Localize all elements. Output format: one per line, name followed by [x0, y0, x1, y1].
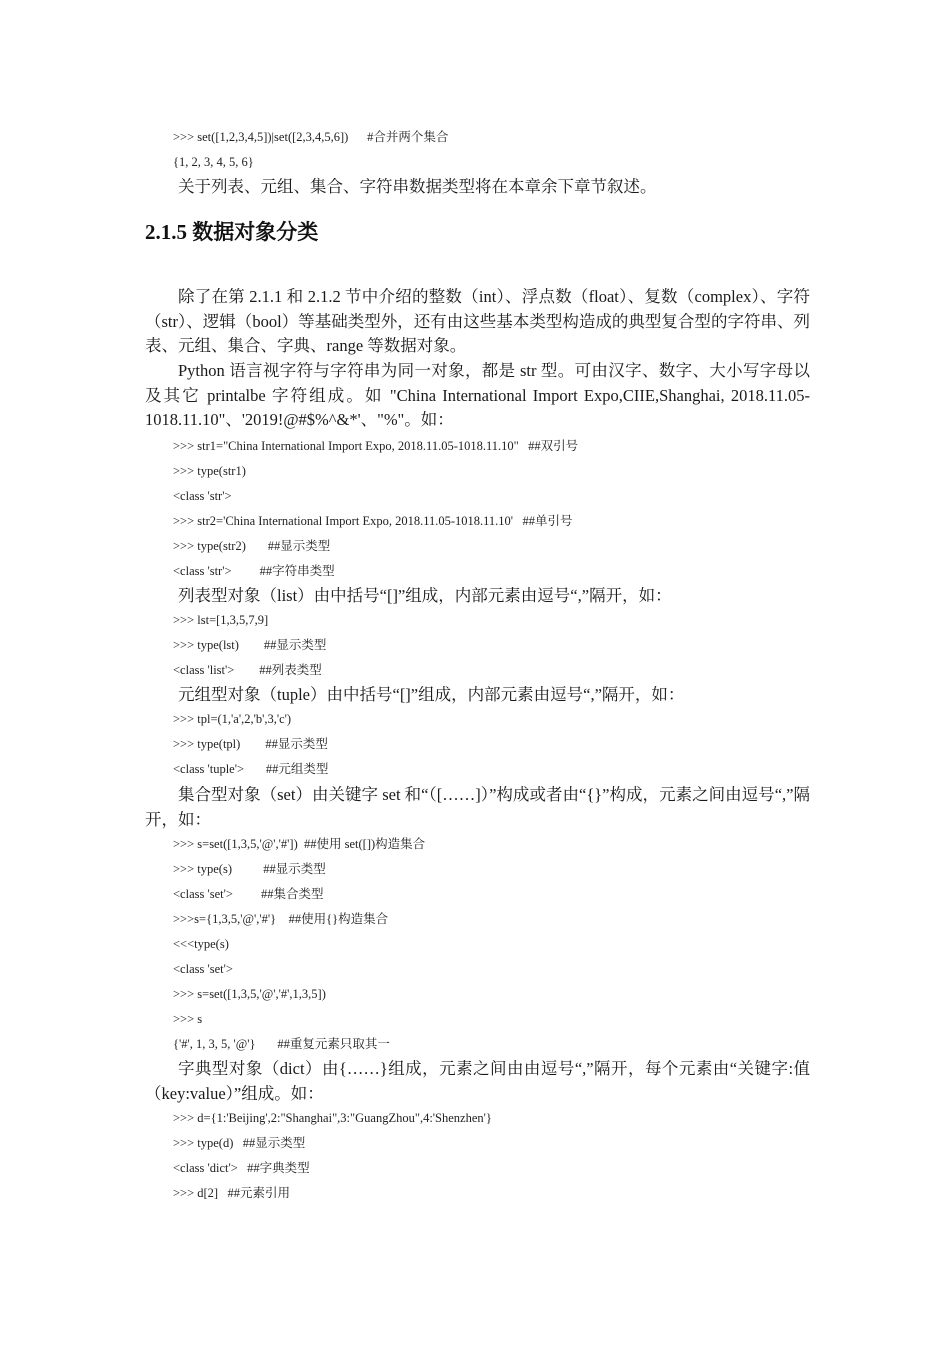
code-line: >>> lst=[1,3,5,7,9]	[173, 613, 269, 627]
paragraph-set: 集合型对象（set）由关键字 set 和“（[……]）”构成或者由“{}”构成，元素之间由逗号“,”隔开，如：	[145, 785, 810, 829]
code-line: <class 'set'> ##集合类型	[173, 887, 324, 901]
code-line: <class 'dict'> ##字典类型	[173, 1161, 310, 1175]
code-line: <class 'tuple'> ##元组类型	[173, 762, 329, 776]
code-line: <class 'list'> ##列表类型	[173, 663, 322, 677]
paragraph-summary: 关于列表、元组、集合、字符串数据类型将在本章余下章节叙述。	[178, 177, 657, 196]
paragraph-intro: 除了在第 2.1.1 和 2.1.2 节中介绍的整数（int）、浮点数（float）、复数（complex）、字符（str）、逻辑（bool）等基础类型外，还有由这些基本类型构造成的典型复合型的字符串、列表、元组、集合、字典、range 等数据对象。	[145, 287, 810, 355]
paragraph-list: 列表型对象（list）由中括号“[]”组成，内部元素由逗号“,”隔开，如：	[178, 586, 672, 605]
code-line: >>> type(str1)	[173, 464, 246, 478]
code-line: >>> s=set([1,3,5,'@','#']) ##使用 set([])构造集合	[173, 837, 426, 851]
code-line: <<<type(s)	[173, 937, 229, 951]
paragraph-str: Python 语言视字符与字符串为同一对象，都是 str 型。可由汉字、数字、大小写字母以及其它 printalbe 字符组成。如 "China International Import Expo,CIIE,Shanghai, 2018.11.05-1018.11.10"、'2019!@#$%^&*'、"%"。如：	[145, 361, 810, 429]
code-line: >>> type(lst) ##显示类型	[173, 638, 327, 652]
section-heading: 2.1.5 数据对象分类	[145, 220, 319, 244]
code-line: >>> type(d) ##显示类型	[173, 1136, 306, 1150]
code-line: >>> d[2] ##元素引用	[173, 1186, 290, 1200]
paragraph-dict: 字典型对象（dict）由{……}组成，元素之间由由逗号“,”隔开，每个元素由“关键字:值（key:value）”组成。如：	[145, 1059, 810, 1103]
code-line-set-union: >>> set([1,2,3,4,5])|set([2,3,4,5,6]) #合并两个集合	[173, 130, 449, 144]
code-line: >>> type(tpl) ##显示类型	[173, 737, 328, 751]
code-line: <class 'str'>	[173, 489, 232, 503]
code-line: >>> s=set([1,3,5,'@','#',1,3,5])	[173, 987, 326, 1001]
code-line: <class 'str'> ##字符串类型	[173, 564, 335, 578]
code-line: <class 'set'>	[173, 962, 233, 976]
code-line: >>> str1="China International Import Expo, 2018.11.05-1018.11.10" ##双引号	[173, 439, 579, 453]
code-output-set: {1, 2, 3, 4, 5, 6}	[173, 155, 254, 169]
paragraph-tuple: 元组型对象（tuple）由中括号“[]”组成，内部元素由逗号“,”隔开，如：	[178, 685, 685, 704]
code-line: >>> type(str2) ##显示类型	[173, 539, 331, 553]
code-line: {'#', 1, 3, 5, '@'} ##重复元素只取其一	[173, 1037, 390, 1051]
code-line: >>> tpl=(1,'a',2,'b',3,'c')	[173, 712, 292, 726]
code-line: >>>s={1,3,5,'@','#'} ##使用{}构造集合	[173, 912, 389, 926]
code-line: >>> type(s) ##显示类型	[173, 862, 326, 876]
code-line: >>> d={1:'Beijing',2:"Shanghai",3:"GuangZhou",4:'Shenzhen'}	[173, 1111, 492, 1125]
code-line: >>> str2='China International Import Expo, 2018.11.05-1018.11.10' ##单引号	[173, 514, 573, 528]
code-line: >>> s	[173, 1012, 203, 1026]
